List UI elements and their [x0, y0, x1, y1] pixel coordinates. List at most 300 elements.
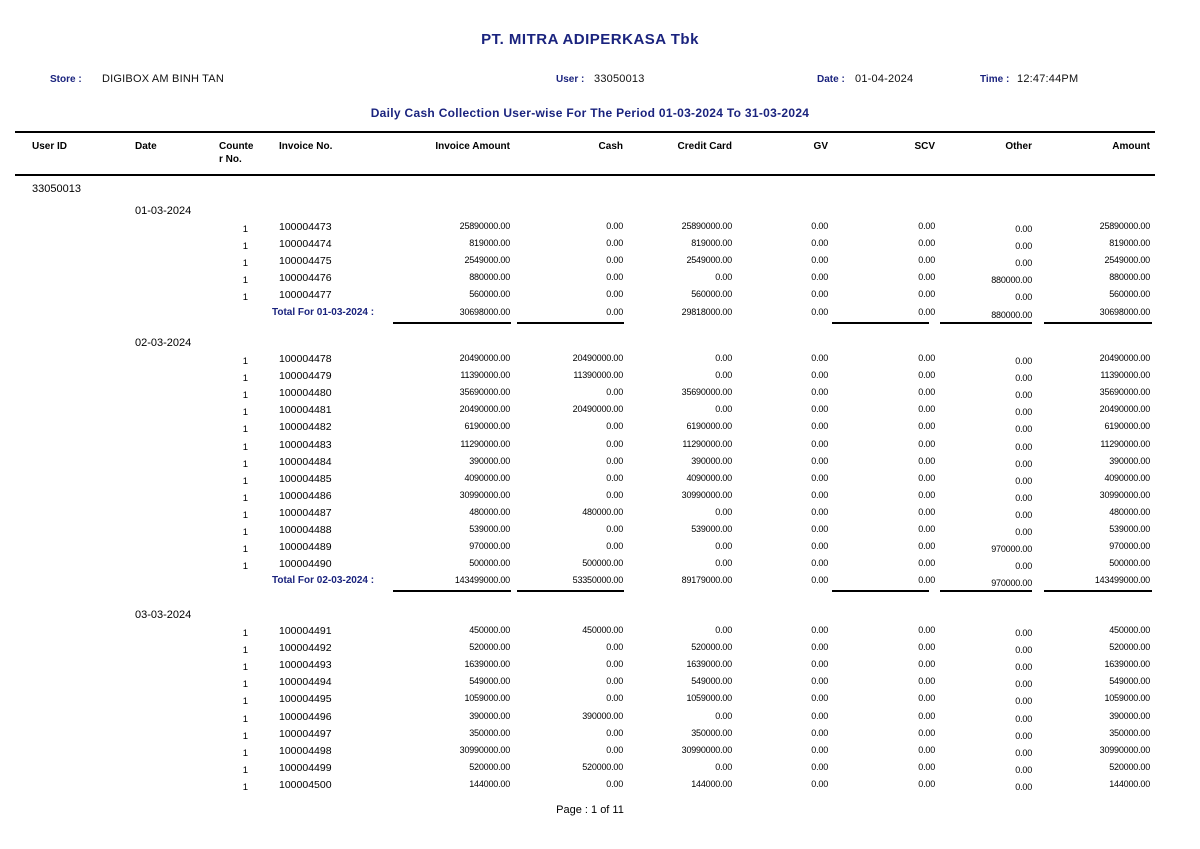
amount-cell: 30990000.00 [1099, 489, 1150, 500]
cash-cell: 0.00 [606, 289, 623, 300]
gv-cell: 0.00 [811, 438, 828, 449]
counter-no-cell: 1 [242, 764, 248, 776]
invoice-no-cell: 100004498 [279, 744, 332, 757]
gv-cell: 0.00 [811, 255, 828, 266]
scv-cell: 0.00 [918, 370, 935, 381]
date-label: Date : [817, 74, 845, 85]
cash-cell: 0.00 [606, 272, 623, 283]
gv-cell: 0.00 [811, 238, 828, 249]
amount-cell: 880000.00 [1109, 272, 1150, 283]
other-cell: 0.00 [1015, 747, 1032, 758]
counter-no-cell: 1 [242, 561, 248, 573]
cash-cell: 0.00 [606, 693, 623, 704]
table-row [0, 370, 1200, 387]
cash-cell: 0.00 [606, 676, 623, 687]
invoice-no-cell: 100004490 [279, 558, 332, 571]
amount-cell: 11290000.00 [1100, 438, 1150, 449]
invoice-amount-cell: 144000.00 [469, 778, 510, 789]
cash-cell: 0.00 [606, 541, 623, 552]
amount-cell: 539000.00 [1109, 524, 1150, 534]
total-underline [517, 322, 624, 324]
table-row [0, 272, 1200, 289]
invoice-no-cell: 100004485 [279, 472, 332, 485]
other-cell: 0.00 [1015, 258, 1032, 269]
gv-cell: 0.00 [811, 727, 828, 738]
scv-cell: 0.00 [918, 289, 935, 300]
credit-card-cell: 30990000.00 [681, 744, 732, 755]
other-cell: 0.00 [1015, 527, 1032, 537]
counter-no-cell: 1 [242, 679, 248, 691]
scv-cell: 0.00 [918, 353, 935, 363]
table-row [0, 387, 1200, 404]
counter-no-cell: 1 [242, 527, 248, 538]
invoice-no-cell: 100004476 [279, 272, 332, 285]
other-cell: 0.00 [1015, 390, 1032, 401]
invoice-amount-cell: 2549000.00 [464, 255, 510, 266]
scv-cell: 0.00 [918, 727, 935, 738]
cash-cell: 0.00 [606, 524, 623, 534]
invoice-no-cell: 100004481 [279, 404, 332, 417]
invoice-amount-cell: 560000.00 [469, 289, 510, 300]
credit-card-cell: 30990000.00 [681, 489, 732, 500]
group-total-label: Total For 02-03-2024 : [272, 575, 375, 587]
gv-cell: 0.00 [811, 710, 828, 721]
report-subtitle: Daily Cash Collection User-wise For The Period 01-03-2024 To 31-03-2024 [370, 106, 810, 120]
counter-no-cell: 1 [242, 475, 248, 487]
table-row [0, 507, 1200, 524]
invoice-amount-cell: 549000.00 [469, 676, 510, 687]
amount-cell: 819000.00 [1109, 238, 1150, 249]
table-row [0, 711, 1200, 728]
cash-cell: 500000.00 [582, 558, 623, 569]
invoice-no-cell: 100004484 [279, 455, 332, 468]
other-cell: 0.00 [1015, 730, 1032, 741]
amount-cell: 520000.00 [1109, 642, 1150, 653]
credit-card-cell: 0.00 [715, 710, 732, 721]
counter-no-cell: 1 [242, 356, 248, 367]
cash-cell: 11390000.00 [573, 370, 623, 381]
credit-card-cell: 25890000.00 [681, 221, 732, 231]
other-cell: 0.00 [1015, 509, 1032, 520]
invoice-amount-cell: 520000.00 [469, 761, 510, 772]
invoice-amount-cell: 880000.00 [469, 272, 510, 283]
counter-no-cell: 1 [242, 492, 248, 504]
table-row [0, 238, 1200, 255]
invoice-amount-cell: 11290000.00 [460, 438, 510, 449]
amount-cell: 2549000.00 [1104, 255, 1150, 266]
gv-cell: 0.00 [811, 404, 828, 415]
other-cell: 0.00 [1015, 373, 1032, 384]
total-other-cell: 970000.00 [991, 578, 1032, 589]
gv-cell: 0.00 [811, 387, 828, 398]
table-row [0, 745, 1200, 762]
credit-card-cell: 0.00 [715, 404, 732, 415]
other-cell: 970000.00 [991, 544, 1032, 555]
invoice-no-cell: 100004486 [279, 489, 332, 502]
counter-no-cell: 1 [242, 224, 248, 235]
header-top-rule [15, 131, 1155, 133]
other-cell: 0.00 [1015, 713, 1032, 724]
total-underline [1044, 590, 1152, 592]
counter-no-cell: 1 [242, 713, 248, 725]
counter-no-cell: 1 [242, 696, 248, 708]
gv-cell: 0.00 [811, 642, 828, 653]
gv-cell: 0.00 [811, 370, 828, 381]
invoice-amount-cell: 480000.00 [469, 506, 510, 517]
total-credit-card-cell: 89179000.00 [681, 575, 732, 586]
invoice-no-cell: 100004494 [279, 676, 332, 689]
col-header-counter-line1: Counte [219, 141, 254, 152]
total-invoice-amount-cell: 30698000.00 [459, 306, 510, 317]
gv-cell: 0.00 [811, 472, 828, 483]
cash-cell: 0.00 [606, 489, 623, 500]
invoice-amount-cell: 30990000.00 [459, 744, 510, 755]
gv-cell: 0.00 [811, 489, 828, 500]
total-underline [393, 322, 511, 324]
gv-cell: 0.00 [811, 625, 828, 635]
amount-cell: 350000.00 [1109, 727, 1150, 738]
page-footer [0, 804, 1180, 816]
table-row [0, 728, 1200, 745]
other-cell: 0.00 [1015, 645, 1032, 656]
invoice-no-cell: 100004480 [279, 387, 332, 400]
store-label: Store : [50, 74, 82, 85]
scv-cell: 0.00 [918, 472, 935, 483]
scv-cell: 0.00 [918, 238, 935, 249]
invoice-amount-cell: 350000.00 [469, 727, 510, 738]
scv-cell: 0.00 [918, 659, 935, 670]
gv-cell: 0.00 [811, 693, 828, 704]
table-row [0, 625, 1200, 642]
total-amount-cell: 143499000.00 [1094, 575, 1150, 586]
total-invoice-amount-cell: 143499000.00 [454, 575, 510, 586]
credit-card-cell: 350000.00 [691, 727, 732, 738]
counter-no-cell: 1 [242, 628, 248, 639]
table-row [0, 779, 1200, 796]
invoice-amount-cell: 970000.00 [469, 541, 510, 552]
date-group-label: 02-03-2024 [135, 337, 192, 349]
credit-card-cell: 11290000.00 [682, 438, 732, 449]
amount-cell: 450000.00 [1109, 625, 1150, 635]
invoice-amount-cell: 25890000.00 [459, 221, 510, 231]
invoice-no-cell: 100004488 [279, 524, 332, 536]
other-cell: 0.00 [1015, 781, 1032, 792]
invoice-no-cell: 100004478 [279, 353, 332, 365]
invoice-no-cell: 100004479 [279, 370, 332, 383]
scv-cell: 0.00 [918, 524, 935, 534]
scv-cell: 0.00 [918, 221, 935, 231]
cash-cell: 0.00 [606, 238, 623, 249]
cash-cell: 480000.00 [582, 506, 623, 517]
col-header-scv: SCV [914, 141, 935, 152]
gv-cell: 0.00 [811, 353, 828, 363]
table-row [0, 524, 1200, 541]
amount-cell: 25890000.00 [1099, 221, 1150, 231]
total-scv-cell: 0.00 [918, 306, 935, 317]
scv-cell: 0.00 [918, 272, 935, 283]
col-header-credit-card: Credit Card [677, 141, 732, 152]
other-cell: 0.00 [1015, 561, 1032, 572]
col-header-gv: GV [813, 141, 828, 152]
scv-cell: 0.00 [918, 387, 935, 398]
other-cell: 0.00 [1015, 696, 1032, 707]
col-header-other: Other [1005, 141, 1032, 152]
other-cell: 0.00 [1015, 224, 1032, 234]
amount-cell: 970000.00 [1109, 541, 1150, 552]
table-row [0, 642, 1200, 659]
cash-cell: 20490000.00 [572, 353, 623, 363]
page-label: Page : [556, 804, 588, 816]
invoice-amount-cell: 4090000.00 [464, 472, 510, 483]
scv-cell: 0.00 [918, 558, 935, 569]
table-row [0, 762, 1200, 779]
gv-cell: 0.00 [811, 421, 828, 432]
scv-cell: 0.00 [918, 778, 935, 789]
credit-card-cell: 6190000.00 [686, 421, 732, 432]
scv-cell: 0.00 [918, 421, 935, 432]
invoice-amount-cell: 6190000.00 [464, 421, 510, 432]
time-label: Time : [980, 74, 1010, 85]
credit-card-cell: 144000.00 [691, 778, 732, 789]
total-credit-card-cell: 29818000.00 [681, 306, 732, 317]
invoice-no-cell: 100004473 [279, 221, 332, 233]
total-gv-cell: 0.00 [811, 575, 828, 586]
cash-cell: 0.00 [606, 438, 623, 449]
invoice-no-cell: 100004477 [279, 289, 332, 302]
cash-cell: 0.00 [606, 642, 623, 653]
amount-cell: 520000.00 [1109, 761, 1150, 772]
user-value: 33050013 [594, 73, 645, 85]
amount-cell: 1059000.00 [1104, 693, 1150, 704]
scv-cell: 0.00 [918, 506, 935, 517]
other-cell: 0.00 [1015, 241, 1032, 252]
cash-cell: 0.00 [606, 421, 623, 432]
gv-cell: 0.00 [811, 221, 828, 231]
gv-cell: 0.00 [811, 506, 828, 517]
other-cell: 0.00 [1015, 356, 1032, 366]
amount-cell: 390000.00 [1109, 710, 1150, 721]
counter-no-cell: 1 [242, 424, 248, 436]
table-row [0, 255, 1200, 272]
invoice-amount-cell: 20490000.00 [459, 353, 510, 363]
scv-cell: 0.00 [918, 761, 935, 772]
date-group-label: 01-03-2024 [135, 205, 192, 217]
other-cell: 0.00 [1015, 662, 1032, 673]
amount-cell: 144000.00 [1109, 778, 1150, 789]
cash-cell: 20490000.00 [572, 404, 623, 415]
scv-cell: 0.00 [918, 404, 935, 415]
gv-cell: 0.00 [811, 455, 828, 466]
amount-cell: 4090000.00 [1104, 472, 1150, 483]
other-cell: 880000.00 [991, 275, 1032, 286]
credit-card-cell: 1059000.00 [686, 693, 732, 704]
cash-cell: 0.00 [606, 455, 623, 466]
credit-card-cell: 0.00 [715, 353, 732, 363]
credit-card-cell: 4090000.00 [686, 472, 732, 483]
credit-card-cell: 390000.00 [691, 455, 732, 466]
invoice-no-cell: 100004487 [279, 506, 332, 519]
other-cell: 0.00 [1015, 424, 1032, 435]
gv-cell: 0.00 [811, 778, 828, 789]
credit-card-cell: 1639000.00 [686, 659, 732, 670]
counter-no-cell: 1 [242, 662, 248, 674]
counter-no-cell: 1 [242, 747, 248, 759]
gv-cell: 0.00 [811, 676, 828, 687]
invoice-amount-cell: 11390000.00 [460, 370, 510, 381]
counter-no-cell: 1 [242, 390, 248, 402]
other-cell: 0.00 [1015, 679, 1032, 690]
total-underline [832, 322, 929, 324]
credit-card-cell: 0.00 [715, 761, 732, 772]
gv-cell: 0.00 [811, 744, 828, 755]
table-row [0, 558, 1200, 575]
col-header-amount: Amount [1112, 141, 1150, 152]
scv-cell: 0.00 [918, 255, 935, 266]
invoice-amount-cell: 520000.00 [469, 642, 510, 653]
total-gv-cell: 0.00 [811, 306, 828, 317]
table-row [0, 353, 1200, 370]
counter-no-cell: 1 [242, 781, 248, 793]
amount-cell: 500000.00 [1109, 558, 1150, 569]
invoice-amount-cell: 450000.00 [469, 625, 510, 635]
counter-no-cell: 1 [242, 241, 248, 253]
counter-no-cell: 1 [242, 373, 248, 385]
credit-card-cell: 0.00 [715, 272, 732, 283]
amount-cell: 20490000.00 [1099, 404, 1150, 415]
table-row [0, 439, 1200, 456]
invoice-no-cell: 100004495 [279, 693, 332, 706]
cash-cell: 0.00 [606, 221, 623, 231]
gv-cell: 0.00 [811, 558, 828, 569]
col-header-invoice-no: Invoice No. [279, 141, 333, 152]
other-cell: 0.00 [1015, 407, 1032, 418]
counter-no-cell: 1 [242, 458, 248, 470]
table-row [0, 490, 1200, 507]
gv-cell: 0.00 [811, 761, 828, 772]
invoice-no-cell: 100004497 [279, 727, 332, 740]
total-other-cell: 880000.00 [991, 309, 1032, 320]
invoice-amount-cell: 20490000.00 [459, 404, 510, 415]
credit-card-cell: 0.00 [715, 558, 732, 569]
cash-cell: 0.00 [606, 778, 623, 789]
amount-cell: 390000.00 [1109, 455, 1150, 466]
table-row [0, 289, 1200, 306]
col-header-counter-line2: r No. [219, 154, 242, 165]
scv-cell: 0.00 [918, 693, 935, 704]
amount-cell: 560000.00 [1109, 289, 1150, 300]
cash-cell: 0.00 [606, 472, 623, 483]
counter-no-cell: 1 [242, 441, 248, 453]
invoice-no-cell: 100004482 [279, 421, 332, 434]
counter-no-cell: 1 [242, 544, 248, 556]
total-cash-cell: 0.00 [606, 306, 623, 317]
counter-no-cell: 1 [242, 645, 248, 657]
amount-cell: 20490000.00 [1099, 353, 1150, 363]
counter-no-cell: 1 [242, 509, 248, 521]
amount-cell: 30990000.00 [1099, 744, 1150, 755]
invoice-amount-cell: 819000.00 [469, 238, 510, 249]
table-row [0, 456, 1200, 473]
invoice-amount-cell: 390000.00 [469, 455, 510, 466]
cash-cell: 0.00 [606, 255, 623, 266]
amount-cell: 6190000.00 [1104, 421, 1150, 432]
other-cell: 0.00 [1015, 292, 1032, 303]
credit-card-cell: 520000.00 [691, 642, 732, 653]
invoice-amount-cell: 500000.00 [469, 558, 510, 569]
time-value: 12:47:44PM [1017, 73, 1079, 85]
group-total-label: Total For 01-03-2024 : [272, 306, 375, 318]
invoice-no-cell: 100004474 [279, 238, 332, 251]
counter-no-cell: 1 [242, 258, 248, 270]
invoice-amount-cell: 390000.00 [469, 710, 510, 721]
report-company-title: PT. MITRA ADIPERKASA Tbk [481, 31, 699, 48]
total-underline [832, 590, 929, 592]
invoice-no-cell: 100004500 [279, 778, 332, 791]
col-header-counter-no [219, 140, 253, 166]
page-number: 1 of 11 [591, 804, 624, 816]
counter-no-cell: 1 [242, 407, 248, 419]
scv-cell: 0.00 [918, 455, 935, 466]
scv-cell: 0.00 [918, 625, 935, 635]
scv-cell: 0.00 [918, 710, 935, 721]
store-value: DIGIBOX AM BINH TAN [102, 73, 224, 85]
scv-cell: 0.00 [918, 744, 935, 755]
cash-cell: 0.00 [606, 387, 623, 398]
other-cell: 0.00 [1015, 441, 1032, 452]
counter-no-cell: 1 [242, 275, 248, 287]
credit-card-cell: 560000.00 [691, 289, 732, 300]
invoice-no-cell: 100004499 [279, 761, 332, 774]
total-underline [517, 590, 624, 592]
table-row [0, 541, 1200, 558]
cash-cell: 0.00 [606, 727, 623, 738]
invoice-no-cell: 100004492 [279, 642, 332, 655]
gv-cell: 0.00 [811, 272, 828, 283]
credit-card-cell: 0.00 [715, 541, 732, 552]
cash-cell: 520000.00 [582, 761, 623, 772]
counter-no-cell: 1 [242, 292, 248, 304]
credit-card-cell: 819000.00 [691, 238, 732, 249]
user-id-group-label: 33050013 [32, 183, 81, 195]
scv-cell: 0.00 [918, 541, 935, 552]
date-value: 01-04-2024 [855, 73, 914, 85]
credit-card-cell: 35690000.00 [681, 387, 732, 398]
table-row [0, 659, 1200, 676]
other-cell: 0.00 [1015, 458, 1032, 469]
total-underline [940, 590, 1032, 592]
total-amount-cell: 30698000.00 [1099, 306, 1150, 317]
gv-cell: 0.00 [811, 289, 828, 300]
total-underline [940, 322, 1032, 324]
invoice-no-cell: 100004496 [279, 710, 332, 723]
total-underline [393, 590, 511, 592]
cash-cell: 450000.00 [582, 625, 623, 635]
header-bottom-rule [15, 174, 1155, 176]
cash-cell: 0.00 [606, 744, 623, 755]
scv-cell: 0.00 [918, 676, 935, 687]
amount-cell: 11390000.00 [1100, 370, 1150, 381]
amount-cell: 480000.00 [1109, 506, 1150, 517]
other-cell: 0.00 [1015, 628, 1032, 638]
credit-card-cell: 549000.00 [691, 676, 732, 687]
table-row [0, 693, 1200, 710]
table-row [0, 421, 1200, 438]
user-label: User : [556, 74, 585, 85]
credit-card-cell: 539000.00 [691, 524, 732, 534]
date-group-label: 03-03-2024 [135, 609, 192, 621]
credit-card-cell: 0.00 [715, 506, 732, 517]
col-header-cash: Cash [598, 141, 623, 152]
